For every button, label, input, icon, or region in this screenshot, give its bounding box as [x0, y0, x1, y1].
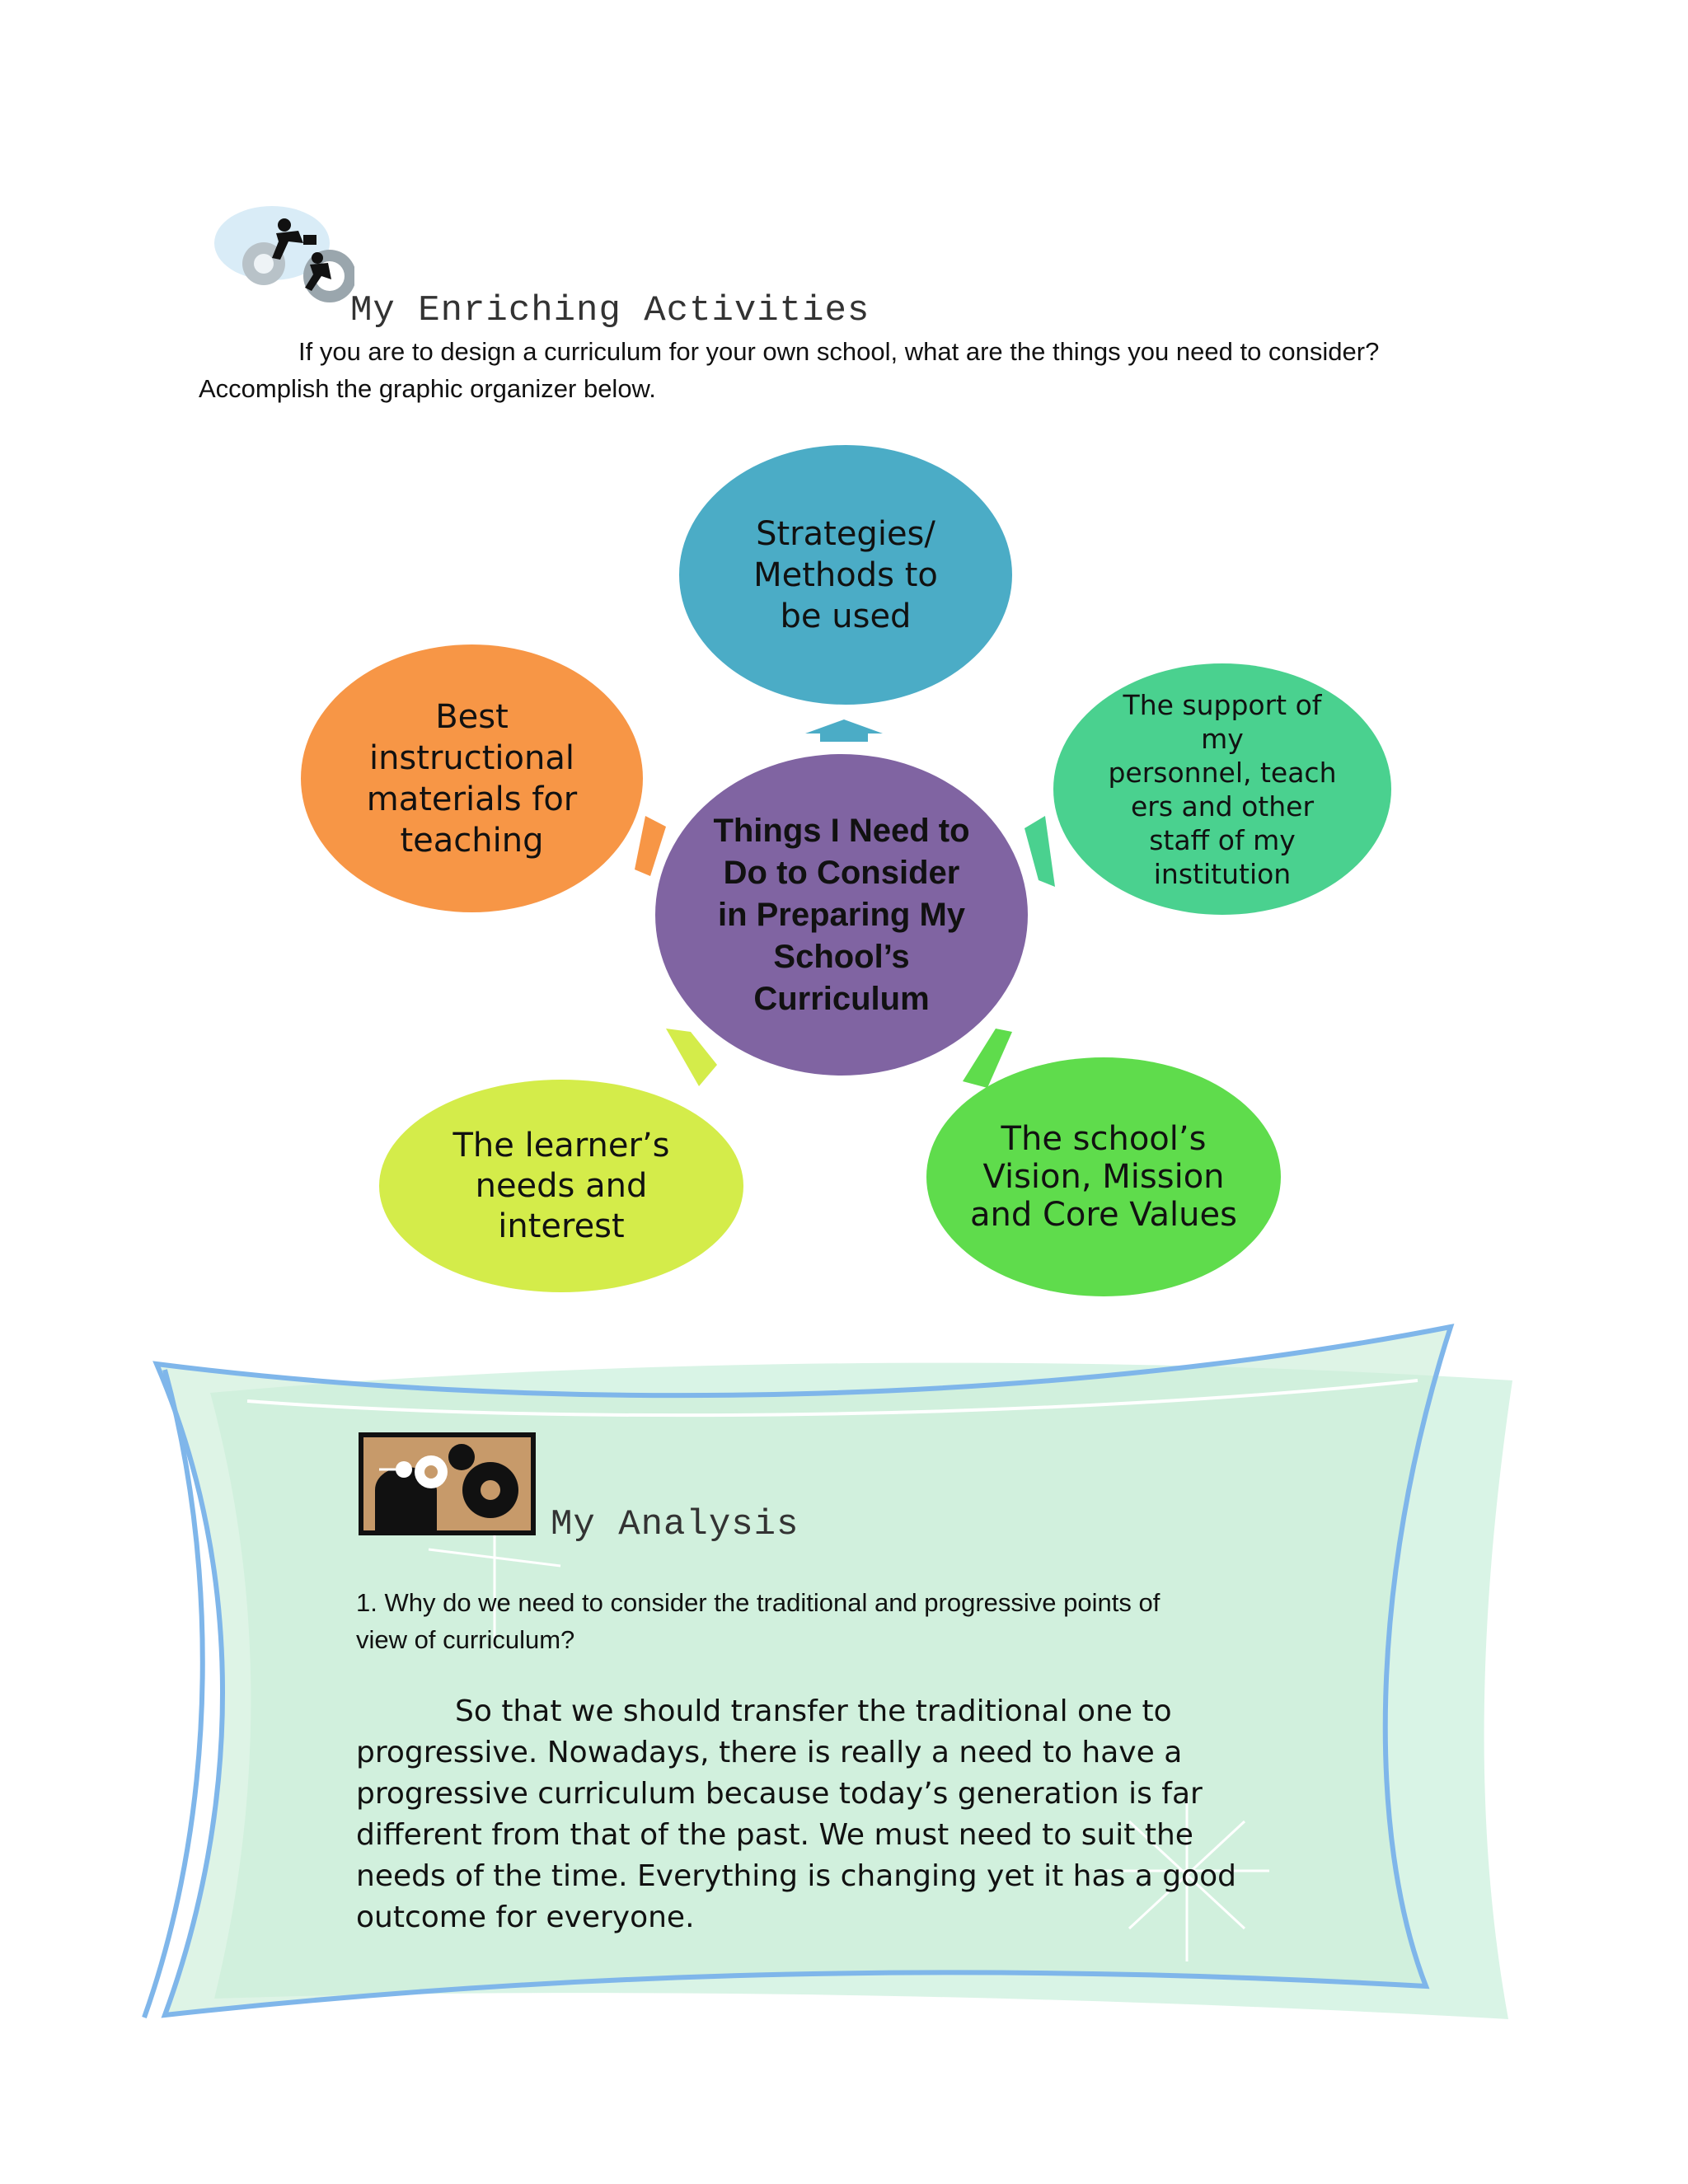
analysis-question-line-1: 1. Why do we need to consider the traditional and progressive points of [356, 1588, 1160, 1617]
arrow-to-top-stem [820, 729, 868, 742]
organizer-right-text: The support of my personnel, teach ers and other staff of my institution [1108, 688, 1337, 890]
analysis-question-line-2: view of curriculum? [356, 1625, 575, 1654]
organizer-center-text: Things I Need to Do to Consider in Preparing My School’s Curriculum [713, 812, 970, 1017]
analysis-answer [356, 1691, 1345, 1938]
answer-line: So that we should transfer the traditional one to [455, 1694, 1172, 1728]
arrow-to-left [635, 816, 666, 876]
organizer-bottom-right-text: The school’s Vision, Mission and Core Values [970, 1120, 1237, 1234]
organizer-bottom-right-bubble [926, 1057, 1281, 1296]
instruction-line-1: If you are to design a curriculum for your own school, what are the things you need to consider? [298, 337, 1380, 366]
analysis-title: My Analysis [551, 1504, 799, 1545]
organizer-top-bubble [679, 445, 1012, 705]
organizer-left-bubble [301, 644, 643, 912]
organizer-right-bubble [1053, 663, 1391, 915]
organizer-bottom-left-text: The learner’s needs and interest [452, 1126, 670, 1245]
organizer-top-text: Strategies/ Methods to be used [753, 514, 938, 635]
organizer-left-text: Best instructional materials for teaching [366, 697, 578, 860]
answer-line: needs of the time. Everything is changing yet it has a good [356, 1859, 1236, 1893]
thinking-head-gears-icon [359, 1432, 536, 1535]
answer-line: different from that of the past. We must need to suit the [356, 1818, 1193, 1852]
organizer-center-bubble [655, 754, 1028, 1076]
answer-line: progressive curriculum because today’s generation is far [356, 1777, 1203, 1811]
arrow-to-bottom-left [666, 1029, 717, 1086]
answer-line: progressive. Nowadays, there is really a need to have a [356, 1736, 1183, 1769]
answer-line: outcome for everyone. [356, 1900, 695, 1934]
enriching-activities-title: My Enriching Activities [350, 290, 870, 331]
organizer-bottom-left-bubble [379, 1080, 743, 1292]
arrow-to-right [1025, 816, 1055, 887]
instruction-line-2: Accomplish the graphic organizer below. [199, 374, 656, 403]
